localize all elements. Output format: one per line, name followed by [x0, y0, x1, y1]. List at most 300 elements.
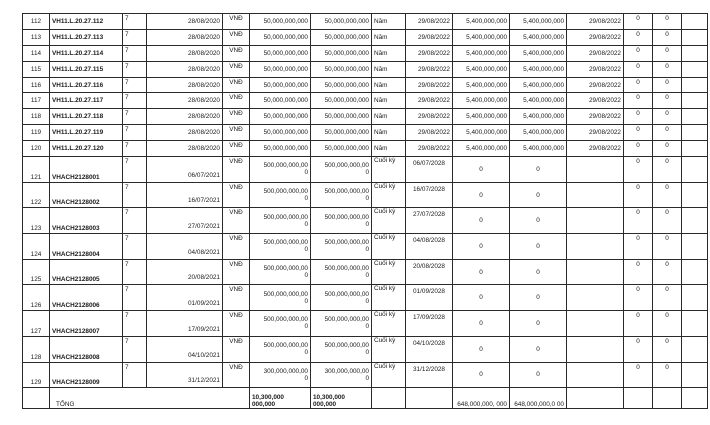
issue-date: 28/08/2020 [147, 77, 223, 93]
empty-cell [682, 77, 708, 93]
interest-amount: 0 [453, 157, 510, 183]
par-amount: 50,000,000,000 [250, 93, 311, 109]
empty-cell [682, 109, 708, 125]
table-row [23, 311, 708, 337]
payment-date [567, 285, 624, 311]
outstanding-amount [311, 336, 372, 362]
interest-amount: 5,400,000,000 [453, 29, 510, 45]
outstanding-amount: 50,000,000,000 [311, 141, 372, 157]
amount-line: 500,000,000,00 [324, 342, 369, 350]
outstanding-amount [311, 285, 372, 311]
table-row [23, 93, 708, 109]
payment-period: Cuối kỳ [372, 259, 406, 285]
par-amount [250, 208, 311, 234]
bond-code: VHACH2128008 [50, 336, 123, 362]
table-row [23, 336, 708, 362]
interest-paid: 0 [510, 182, 567, 208]
row-number: 115 [23, 61, 50, 77]
issue-date: 06/07/2021 [147, 157, 223, 183]
payment-period: Năm [372, 45, 406, 61]
interest-paid: 5,400,000,000 [510, 141, 567, 157]
zero-value: 0 [653, 259, 682, 285]
row-number: 118 [23, 109, 50, 125]
amount-line: 0 [365, 169, 369, 177]
outstanding-amount [311, 234, 372, 260]
total-interest-amount: 648,000,000, 000 [453, 388, 510, 409]
term-years: 7 [123, 311, 147, 337]
term-years: 7 [123, 234, 147, 260]
maturity-date: 29/08/2022 [406, 141, 453, 157]
empty-cell [682, 93, 708, 109]
bond-code: VHACH2128004 [50, 234, 123, 260]
currency: VNĐ [223, 14, 250, 30]
row-number: 125 [23, 259, 50, 285]
maturity-date: 31/12/2028 [406, 362, 453, 388]
zero-value: 0 [653, 125, 682, 141]
maturity-date: 01/09/2028 [406, 285, 453, 311]
zero-value: 0 [653, 285, 682, 311]
row-number: 119 [23, 125, 50, 141]
empty-cell [682, 29, 708, 45]
empty-cell [567, 388, 624, 409]
currency: VNĐ [223, 259, 250, 285]
zero-value: 0 [653, 45, 682, 61]
interest-paid: 5,400,000,000 [510, 14, 567, 30]
amount-line: 500,000,000,00 [263, 342, 308, 350]
payment-date: 29/08/2022 [567, 61, 624, 77]
empty-cell [682, 157, 708, 183]
zero-value: 0 [624, 362, 653, 388]
payment-date: 29/08/2022 [567, 109, 624, 125]
maturity-date: 29/08/2022 [406, 93, 453, 109]
amount-line: 0 [365, 349, 369, 357]
payment-date: 29/08/2022 [567, 125, 624, 141]
table-row [23, 14, 708, 30]
payment-period: Năm [372, 77, 406, 93]
outstanding-amount [311, 362, 372, 388]
interest-amount: 5,400,000,000 [453, 77, 510, 93]
currency: VNĐ [223, 234, 250, 260]
outstanding-amount: 50,000,000,000 [311, 109, 372, 125]
empty-cell [682, 285, 708, 311]
interest-amount: 0 [453, 208, 510, 234]
term-years: 7 [123, 362, 147, 388]
zero-value: 0 [653, 29, 682, 45]
row-number: 122 [23, 182, 50, 208]
issue-date: 28/08/2020 [147, 61, 223, 77]
bond-code: VHACH2128009 [50, 362, 123, 388]
interest-paid: 5,400,000,000 [510, 77, 567, 93]
zero-value: 0 [624, 125, 653, 141]
bond-code: VHACH2128007 [50, 311, 123, 337]
currency: VNĐ [223, 362, 250, 388]
issue-date: 28/08/2020 [147, 14, 223, 30]
maturity-date: 29/08/2022 [406, 109, 453, 125]
issue-date: 16/07/2021 [147, 182, 223, 208]
amount-line: 0 [304, 169, 308, 177]
currency: VNĐ [223, 208, 250, 234]
amount-line: 500,000,000,00 [324, 290, 369, 298]
interest-paid: 0 [510, 311, 567, 337]
zero-value: 0 [653, 61, 682, 77]
interest-paid: 0 [510, 336, 567, 362]
zero-value: 0 [653, 77, 682, 93]
maturity-date: 17/09/2028 [406, 311, 453, 337]
zero-value: 0 [653, 208, 682, 234]
par-amount: 50,000,000,000 [250, 14, 311, 30]
amount-line: 500,000,000,00 [324, 213, 369, 221]
zero-value: 0 [624, 61, 653, 77]
row-number: 123 [23, 208, 50, 234]
interest-paid: 5,400,000,000 [510, 61, 567, 77]
bond-code: VHACH2128005 [50, 259, 123, 285]
payment-date [567, 234, 624, 260]
par-amount [250, 157, 311, 183]
outstanding-amount: 50,000,000,000 [311, 77, 372, 93]
interest-paid: 0 [510, 362, 567, 388]
term-years: 7 [123, 285, 147, 311]
par-amount [250, 259, 311, 285]
row-number: 121 [23, 157, 50, 183]
currency: VNĐ [223, 182, 250, 208]
row-number: 127 [23, 311, 50, 337]
payment-period: Cuối kỳ [372, 182, 406, 208]
term-years: 7 [123, 141, 147, 157]
maturity-date: 04/10/2028 [406, 336, 453, 362]
interest-paid: 0 [510, 259, 567, 285]
empty-cell [682, 311, 708, 337]
table-row [23, 61, 708, 77]
empty-cell [682, 336, 708, 362]
outstanding-amount [311, 157, 372, 183]
empty-cell [682, 14, 708, 30]
amount-line: 300,000,000,00 [263, 367, 308, 375]
payment-date: 29/08/2022 [567, 45, 624, 61]
empty-cell [682, 61, 708, 77]
outstanding-amount: 50,000,000,000 [311, 45, 372, 61]
issue-date: 04/10/2021 [147, 336, 223, 362]
empty-cell [682, 234, 708, 260]
row-number: 124 [23, 234, 50, 260]
maturity-date: 04/08/2028 [406, 234, 453, 260]
interest-paid: 5,400,000,000 [510, 125, 567, 141]
interest-paid: 5,400,000,000 [510, 109, 567, 125]
issue-date: 17/09/2021 [147, 311, 223, 337]
table-row [23, 157, 708, 183]
empty-cell [653, 388, 682, 409]
zero-value: 0 [624, 311, 653, 337]
par-amount [250, 336, 311, 362]
payment-date [567, 208, 624, 234]
table-row [23, 234, 708, 260]
payment-period: Năm [372, 61, 406, 77]
outstanding-amount [311, 259, 372, 285]
zero-value: 0 [624, 141, 653, 157]
table-row [23, 362, 708, 388]
zero-value: 0 [653, 234, 682, 260]
maturity-date: 16/07/2028 [406, 182, 453, 208]
outstanding-amount: 50,000,000,000 [311, 29, 372, 45]
interest-amount: 0 [453, 362, 510, 388]
term-years: 7 [123, 14, 147, 30]
maturity-date: 29/08/2022 [406, 29, 453, 45]
bond-code: VHACH2128003 [50, 208, 123, 234]
zero-value: 0 [653, 157, 682, 183]
maturity-date: 29/08/2022 [406, 77, 453, 93]
outstanding-amount [311, 208, 372, 234]
par-amount: 50,000,000,000 [250, 29, 311, 45]
zero-value: 0 [624, 259, 653, 285]
outstanding-amount [311, 182, 372, 208]
term-years: 7 [123, 109, 147, 125]
row-number: 128 [23, 336, 50, 362]
currency: VNĐ [223, 311, 250, 337]
table-row [23, 259, 708, 285]
payment-period: Năm [372, 93, 406, 109]
par-amount [250, 234, 311, 260]
amount-line: 0 [365, 220, 369, 228]
row-number: 126 [23, 285, 50, 311]
amount-line: 0 [365, 195, 369, 203]
interest-paid: 5,400,000,000 [510, 93, 567, 109]
zero-value: 0 [624, 29, 653, 45]
maturity-date: 20/08/2028 [406, 259, 453, 285]
par-amount: 50,000,000,000 [250, 61, 311, 77]
amount-line: 300,000,000,00 [324, 367, 369, 375]
zero-value: 0 [624, 45, 653, 61]
interest-amount: 0 [453, 285, 510, 311]
amount-line: 500,000,000,00 [263, 239, 308, 247]
empty-cell [682, 259, 708, 285]
bond-table [22, 13, 708, 409]
issue-date: 28/08/2020 [147, 109, 223, 125]
interest-amount: 0 [453, 311, 510, 337]
payment-period: Năm [372, 125, 406, 141]
interest-amount: 0 [453, 182, 510, 208]
amount-line: 0 [304, 323, 308, 331]
currency: VNĐ [223, 29, 250, 45]
amount-line: 500,000,000,00 [263, 290, 308, 298]
total-outstanding-amount: 10,300,000 000,000 [311, 388, 372, 409]
empty-cell [682, 208, 708, 234]
amount-line: 500,000,000,00 [263, 316, 308, 324]
bond-code: VH11.L.20.27.119 [50, 125, 123, 141]
bond-code: VHACH2128001 [50, 157, 123, 183]
amount-line: 0 [304, 349, 308, 357]
payment-period: Cuối kỳ [372, 336, 406, 362]
row-number: 116 [23, 77, 50, 93]
payment-period: Năm [372, 29, 406, 45]
outstanding-amount: 50,000,000,000 [311, 14, 372, 30]
par-amount: 50,000,000,000 [250, 77, 311, 93]
row-number: 129 [23, 362, 50, 388]
interest-amount: 5,400,000,000 [453, 61, 510, 77]
zero-value: 0 [624, 182, 653, 208]
issue-date: 28/08/2020 [147, 45, 223, 61]
currency: VNĐ [223, 93, 250, 109]
interest-paid: 0 [510, 285, 567, 311]
term-years: 7 [123, 157, 147, 183]
table-row [23, 77, 708, 93]
empty-cell [682, 362, 708, 388]
par-amount: 50,000,000,000 [250, 141, 311, 157]
table-row [23, 141, 708, 157]
bond-code: VH11.L.20.27.117 [50, 93, 123, 109]
amount-line: 500,000,000,00 [263, 188, 308, 196]
maturity-date: 06/07/2028 [406, 157, 453, 183]
empty-cell [682, 388, 708, 409]
payment-period: Năm [372, 14, 406, 30]
amount-line: 500,000,000,00 [324, 162, 369, 170]
amount-line: 500,000,000,00 [324, 316, 369, 324]
zero-value: 0 [653, 93, 682, 109]
zero-value: 0 [653, 14, 682, 30]
currency: VNĐ [223, 109, 250, 125]
table-row [23, 125, 708, 141]
empty-cell [406, 388, 453, 409]
par-amount: 50,000,000,000 [250, 125, 311, 141]
outstanding-amount: 50,000,000,000 [311, 61, 372, 77]
zero-value: 0 [624, 77, 653, 93]
row-number: 113 [23, 29, 50, 45]
outstanding-amount: 50,000,000,000 [311, 93, 372, 109]
interest-amount: 5,400,000,000 [453, 93, 510, 109]
bond-code: VHACH2128002 [50, 182, 123, 208]
payment-date [567, 362, 624, 388]
issue-date: 28/08/2020 [147, 29, 223, 45]
zero-value: 0 [653, 141, 682, 157]
payment-date [567, 182, 624, 208]
payment-date [567, 259, 624, 285]
zero-value: 0 [653, 336, 682, 362]
amount-line: 500,000,000,00 [263, 213, 308, 221]
maturity-date: 29/08/2022 [406, 45, 453, 61]
empty-cell [372, 388, 406, 409]
payment-period: Năm [372, 141, 406, 157]
par-amount [250, 285, 311, 311]
empty-cell [682, 141, 708, 157]
payment-period: Cuối kỳ [372, 157, 406, 183]
amount-line: 0 [304, 374, 308, 382]
payment-period: Năm [372, 109, 406, 125]
interest-paid: 0 [510, 208, 567, 234]
interest-amount: 5,400,000,000 [453, 45, 510, 61]
par-amount [250, 182, 311, 208]
payment-period: Cuối kỳ [372, 285, 406, 311]
empty-cell [682, 125, 708, 141]
zero-value: 0 [653, 311, 682, 337]
currency: VNĐ [223, 125, 250, 141]
table-row [23, 182, 708, 208]
table-row [23, 208, 708, 234]
amount-line: 0 [365, 374, 369, 382]
maturity-date: 29/08/2022 [406, 61, 453, 77]
outstanding-amount: 50,000,000,000 [311, 125, 372, 141]
par-amount: 50,000,000,000 [250, 109, 311, 125]
payment-date: 29/08/2022 [567, 77, 624, 93]
issue-date: 28/08/2020 [147, 141, 223, 157]
payment-period: Cuối kỳ [372, 362, 406, 388]
empty-cell [23, 388, 50, 409]
issue-date: 31/12/2021 [147, 362, 223, 388]
issue-date: 28/08/2020 [147, 125, 223, 141]
payment-date: 29/08/2022 [567, 141, 624, 157]
zero-value: 0 [624, 14, 653, 30]
payment-period: Cuối kỳ [372, 208, 406, 234]
amount-line: 0 [365, 323, 369, 331]
row-number: 117 [23, 93, 50, 109]
amount-line: 500,000,000,00 [263, 162, 308, 170]
table-row [23, 285, 708, 311]
currency: VNĐ [223, 336, 250, 362]
zero-value: 0 [624, 208, 653, 234]
zero-value: 0 [624, 157, 653, 183]
bond-code: VHACH2128006 [50, 285, 123, 311]
currency: VNĐ [223, 61, 250, 77]
zero-value: 0 [653, 109, 682, 125]
zero-value: 0 [624, 336, 653, 362]
outstanding-amount [311, 311, 372, 337]
issue-date: 27/07/2021 [147, 208, 223, 234]
zero-value: 0 [624, 285, 653, 311]
bond-code: VH11.L.20.27.112 [50, 14, 123, 30]
interest-paid: 0 [510, 157, 567, 183]
bond-code: VH11.L.20.27.116 [50, 77, 123, 93]
total-interest-paid: 648,000,000,0 00 [510, 388, 567, 409]
term-years: 7 [123, 45, 147, 61]
interest-amount: 0 [453, 336, 510, 362]
zero-value: 0 [624, 109, 653, 125]
amount-line: 0 [304, 297, 308, 305]
total-label: TỔNG [50, 388, 250, 409]
term-years: 7 [123, 29, 147, 45]
payment-date [567, 336, 624, 362]
total-par-amount: 10,300,000 000,000 [250, 388, 311, 409]
term-years: 7 [123, 61, 147, 77]
currency: VNĐ [223, 77, 250, 93]
amount-line: 0 [365, 272, 369, 280]
interest-amount: 0 [453, 234, 510, 260]
payment-date: 29/08/2022 [567, 14, 624, 30]
table-row [23, 29, 708, 45]
issue-date: 01/09/2021 [147, 285, 223, 311]
empty-cell [682, 45, 708, 61]
par-amount [250, 311, 311, 337]
bond-code: VH11.L.20.27.114 [50, 45, 123, 61]
interest-amount: 5,400,000,000 [453, 14, 510, 30]
payment-period: Cuối kỳ [372, 311, 406, 337]
amount-line: 500,000,000,00 [263, 265, 308, 273]
par-amount [250, 362, 311, 388]
term-years: 7 [123, 182, 147, 208]
currency: VNĐ [223, 141, 250, 157]
zero-value: 0 [624, 234, 653, 260]
zero-value: 0 [653, 182, 682, 208]
empty-cell [624, 388, 653, 409]
amount-line: 500,000,000,00 [324, 265, 369, 273]
interest-paid: 5,400,000,000 [510, 29, 567, 45]
interest-amount: 0 [453, 259, 510, 285]
table-row [23, 109, 708, 125]
payment-date: 29/08/2022 [567, 93, 624, 109]
bond-code: VH11.L.20.27.120 [50, 141, 123, 157]
par-amount: 50,000,000,000 [250, 45, 311, 61]
table-row [23, 45, 708, 61]
payment-date [567, 311, 624, 337]
row-number: 120 [23, 141, 50, 157]
term-years: 7 [123, 93, 147, 109]
bond-code: VH11.L.20.27.118 [50, 109, 123, 125]
